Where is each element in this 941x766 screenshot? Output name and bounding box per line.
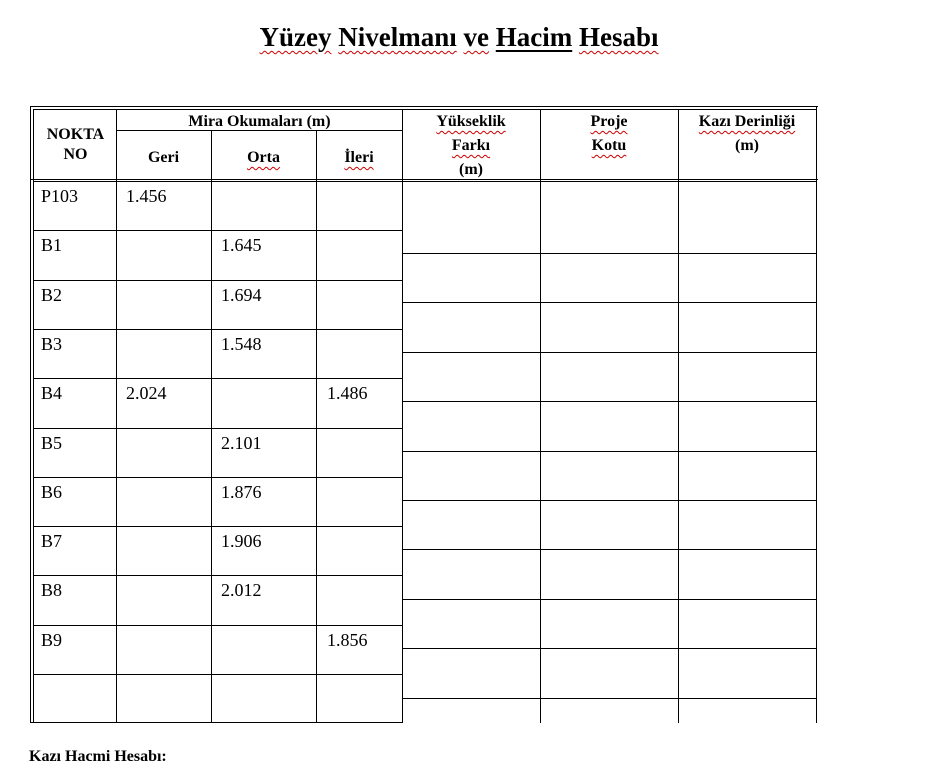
cell-point: B3	[41, 334, 63, 354]
table-rule	[33, 329, 403, 330]
header-ileri	[316, 146, 402, 170]
table-rule	[540, 109, 541, 723]
table-rule	[30, 106, 818, 107]
table-rule	[402, 500, 817, 501]
table-rule	[402, 302, 817, 303]
table-rule	[402, 253, 817, 254]
header-orta-text: Orta	[247, 149, 280, 166]
table-rule	[402, 352, 817, 353]
table-rule	[33, 526, 403, 527]
cell-point: B7	[41, 531, 63, 551]
table-rule	[816, 106, 817, 723]
cell-point: B9	[41, 630, 63, 650]
table-rule	[30, 106, 31, 723]
header-geri-text: Geri	[147, 149, 180, 166]
table-rule	[316, 130, 317, 723]
table-rule	[402, 109, 403, 723]
title-word: Yüzey	[259, 22, 332, 52]
header-kazi-derinligi-text: Kazı Derinliği	[698, 113, 796, 130]
header-kazi-unit-text: (m)	[735, 137, 759, 154]
cell-orta: 2.012	[221, 580, 262, 600]
table-rule	[33, 280, 403, 281]
header-kazi-derinligi	[678, 110, 816, 134]
cell-orta: 1.694	[221, 285, 262, 305]
header-mira-okumalari	[116, 110, 403, 134]
header-yukseklik-unit	[402, 158, 540, 182]
cell-geri: 1.456	[126, 186, 167, 206]
cell-orta: 1.906	[221, 531, 262, 551]
cell-orta: 1.548	[221, 334, 262, 354]
cell-point: B6	[41, 482, 63, 502]
table-rule	[33, 378, 403, 379]
cell-ileri: 1.486	[327, 383, 368, 403]
header-orta	[211, 146, 316, 170]
page-title	[0, 22, 918, 53]
cell-point: B5	[41, 433, 63, 453]
cell-orta: 1.876	[221, 482, 262, 502]
header-kotu	[540, 134, 678, 158]
header-geri	[116, 146, 211, 170]
header-proje	[540, 110, 678, 134]
header-farki	[402, 134, 540, 158]
cell-point: P103	[41, 186, 79, 206]
header-mira-okumalari-text: Mira Okumaları (m)	[188, 113, 331, 130]
table-rule	[402, 549, 817, 550]
table-rule	[33, 109, 34, 723]
table-rule	[30, 722, 403, 723]
cell-geri: 2.024	[126, 383, 167, 403]
table-rule	[33, 477, 403, 478]
table-rule	[678, 109, 679, 723]
header-kazi-unit	[678, 134, 816, 158]
header-yukseklik-unit-text: (m)	[459, 161, 483, 178]
table-rule	[402, 599, 817, 600]
cell-point: B4	[41, 383, 63, 403]
header-ileri-text: İleri	[344, 149, 374, 166]
table-rule	[33, 428, 403, 429]
cell-point: B2	[41, 285, 63, 305]
table-rule	[402, 698, 817, 699]
table-rule	[116, 130, 117, 723]
header-no-text: NO	[63, 146, 88, 163]
title-word: Hacim	[495, 22, 573, 52]
table-rule	[402, 451, 817, 452]
table-rule	[33, 230, 403, 231]
header-yukseklik-text: Yükseklik	[436, 113, 506, 130]
title-word: Hesabı	[578, 22, 659, 52]
table-rule	[33, 625, 403, 626]
table-rule	[402, 648, 817, 649]
cell-point: B8	[41, 580, 63, 600]
cell-orta: 2.101	[221, 433, 262, 453]
header-farki-text: Farkı	[451, 137, 491, 154]
title-word: ve	[463, 22, 489, 52]
table-rule	[33, 575, 403, 576]
title-word: Nivelmanı	[338, 22, 457, 52]
header-no	[35, 143, 116, 167]
table-rule	[402, 401, 817, 402]
header-yukseklik	[402, 110, 540, 134]
cell-ileri: 1.856	[327, 630, 368, 650]
header-proje-text: Proje	[590, 113, 628, 130]
table-rule	[211, 130, 212, 723]
header-nokta-text: NOKTA	[46, 126, 105, 143]
cell-point: B1	[41, 235, 63, 255]
table-rule	[33, 674, 403, 675]
section-label: Kazı Hacmi Hesabı:	[29, 748, 167, 765]
header-kotu-text: Kotu	[591, 137, 627, 154]
cell-orta: 1.645	[221, 235, 262, 255]
